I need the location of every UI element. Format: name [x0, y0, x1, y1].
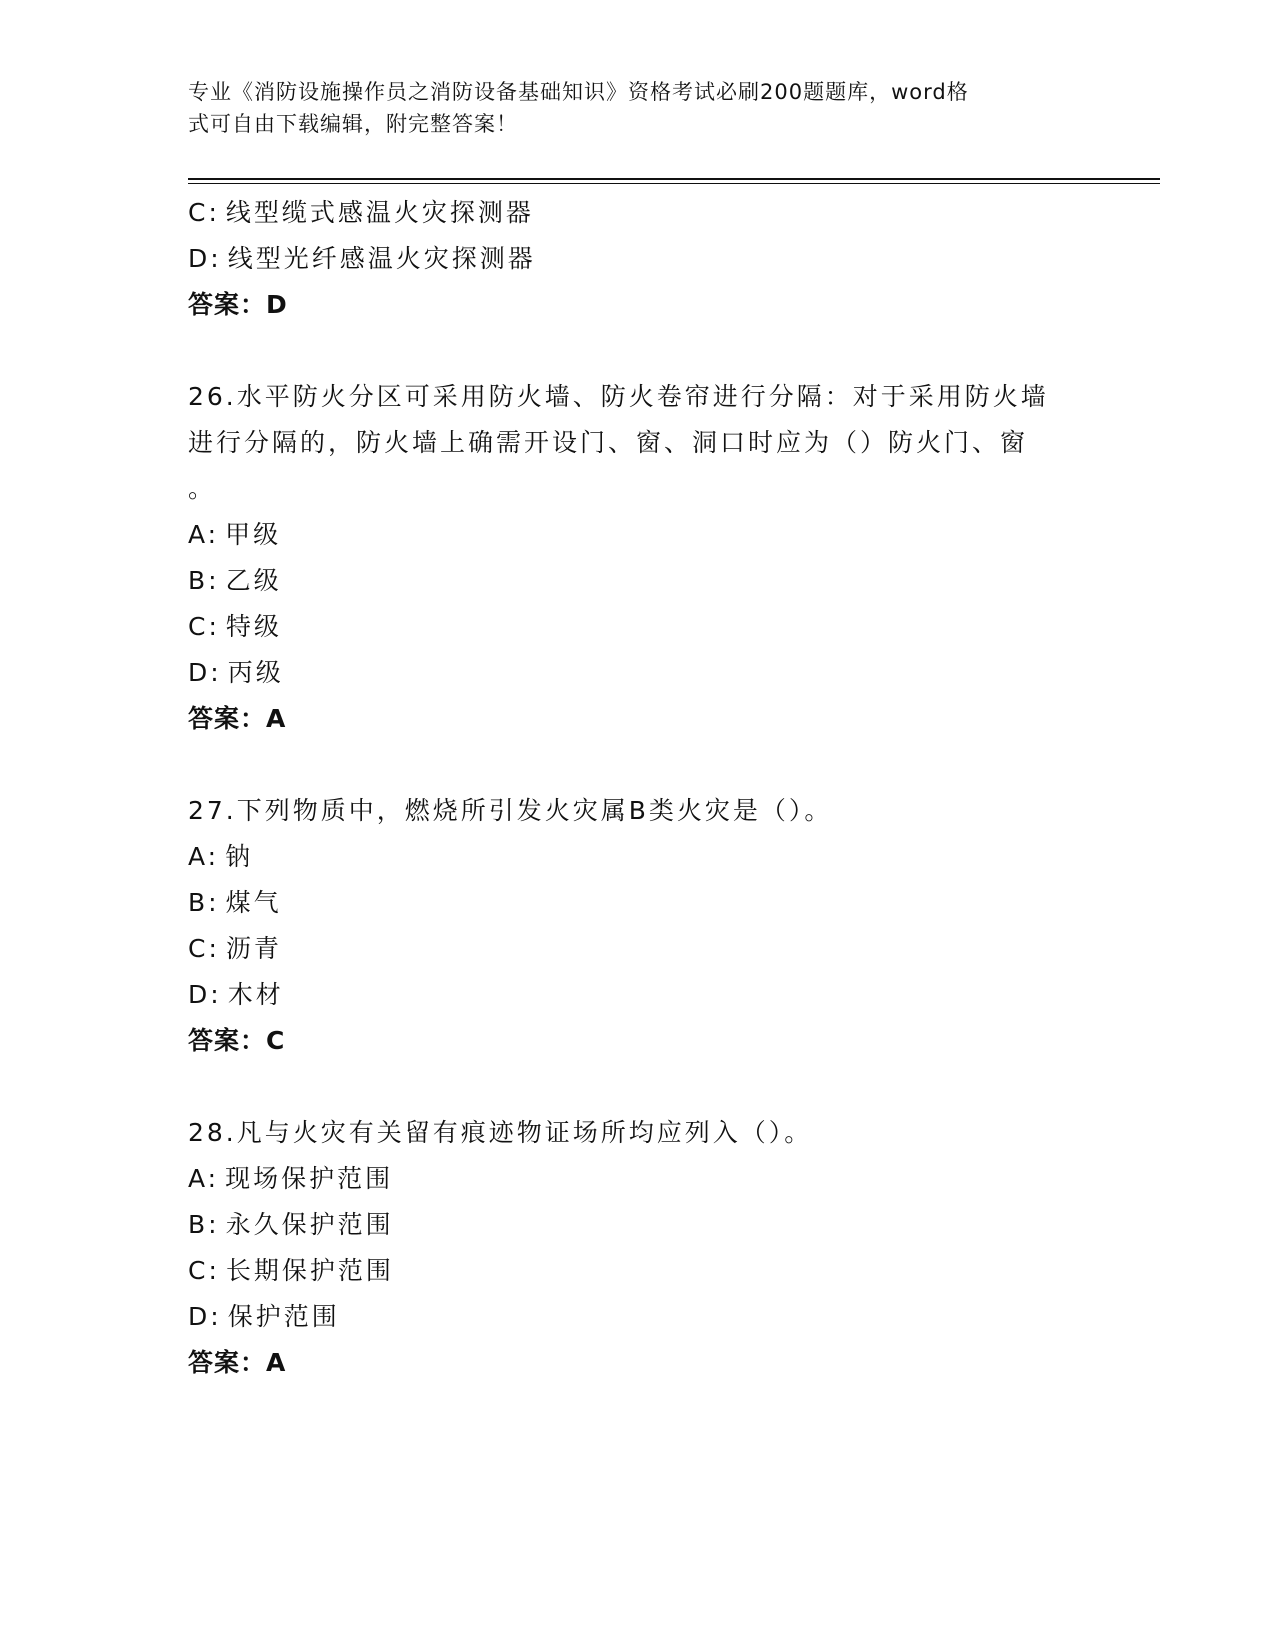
option-label: D:: [188, 980, 222, 1009]
option-d: [188, 650, 1088, 696]
option-label: C:: [188, 1256, 220, 1285]
option-label: C:: [188, 198, 220, 227]
continuation-block: [188, 190, 1088, 328]
option-text: 线型光纤感温火灾探测器: [227, 244, 536, 273]
question-content: [188, 190, 1088, 1386]
option-text: 长期保护范围: [225, 1256, 394, 1285]
answer-line: 答案：A: [188, 1348, 287, 1377]
option-c: [188, 1248, 1088, 1294]
option-label: D:: [188, 244, 222, 273]
option-c: [188, 604, 1088, 650]
option-text: 沥青: [225, 934, 282, 963]
option-b: [188, 558, 1088, 604]
spacer: [188, 328, 1088, 374]
header-line-1: 专业《消防设施操作员之消防设备基础知识》资格考试必刷200题题库，word格: [188, 80, 969, 104]
question-stem-line: 27.下列物质中，燃烧所引发火灾属B类火灾是（）。: [188, 796, 833, 825]
option-d: [188, 1294, 1088, 1340]
question-stem-line: 。: [188, 474, 217, 503]
option-b: [188, 880, 1088, 926]
option-a: [188, 512, 1088, 558]
answer-line: 答案：D: [188, 290, 288, 319]
option-text: 木材: [227, 980, 284, 1009]
option-text: 煤气: [225, 888, 282, 917]
option-text: 乙级: [225, 566, 282, 595]
question-27: [188, 788, 1088, 1064]
option-text: 线型缆式感温火灾探测器: [225, 198, 534, 227]
answer-line: 答案：C: [188, 1026, 286, 1055]
option-label: B:: [188, 888, 220, 917]
option-d: [188, 972, 1088, 1018]
option-label: A:: [188, 1164, 220, 1193]
option-text: 丙级: [227, 658, 284, 687]
option-label: D:: [188, 658, 222, 687]
question-28: [188, 1110, 1088, 1386]
question-26: [188, 374, 1088, 742]
option-a: [188, 1156, 1088, 1202]
option-d: [188, 236, 1088, 282]
question-stem-line: 28.凡与火灾有关留有痕迹物证场所均应列入（）。: [188, 1118, 813, 1147]
option-c: [188, 190, 1088, 236]
option-label: D:: [188, 1302, 222, 1331]
document-header: [188, 76, 1078, 140]
header-rule-thin: [188, 183, 1160, 184]
option-a: [188, 834, 1088, 880]
option-label: A:: [188, 842, 220, 871]
option-text: 永久保护范围: [225, 1210, 394, 1239]
option-text: 保护范围: [227, 1302, 340, 1331]
option-label: B:: [188, 566, 220, 595]
answer-line: 答案：A: [188, 704, 287, 733]
option-text: 现场保护范围: [225, 1164, 394, 1193]
option-label: C:: [188, 612, 220, 641]
spacer: [188, 742, 1088, 788]
option-text: 甲级: [225, 520, 282, 549]
option-text: 特级: [225, 612, 282, 641]
option-label: A:: [188, 520, 220, 549]
option-label: B:: [188, 1210, 220, 1239]
option-b: [188, 1202, 1088, 1248]
question-stem-line: 26.水平防火分区可采用防火墙、防火卷帘进行分隔：对于采用防火墙: [188, 382, 1049, 411]
option-c: [188, 926, 1088, 972]
header-rule-thick: [188, 178, 1160, 180]
option-label: C:: [188, 934, 220, 963]
question-stem-line: 进行分隔的，防火墙上确需开设门、窗、洞口时应为（）防火门、窗: [188, 428, 1029, 457]
header-line-2: 式可自由下载编辑，附完整答案！: [188, 112, 518, 136]
option-text: 钠: [225, 842, 254, 871]
spacer: [188, 1064, 1088, 1110]
